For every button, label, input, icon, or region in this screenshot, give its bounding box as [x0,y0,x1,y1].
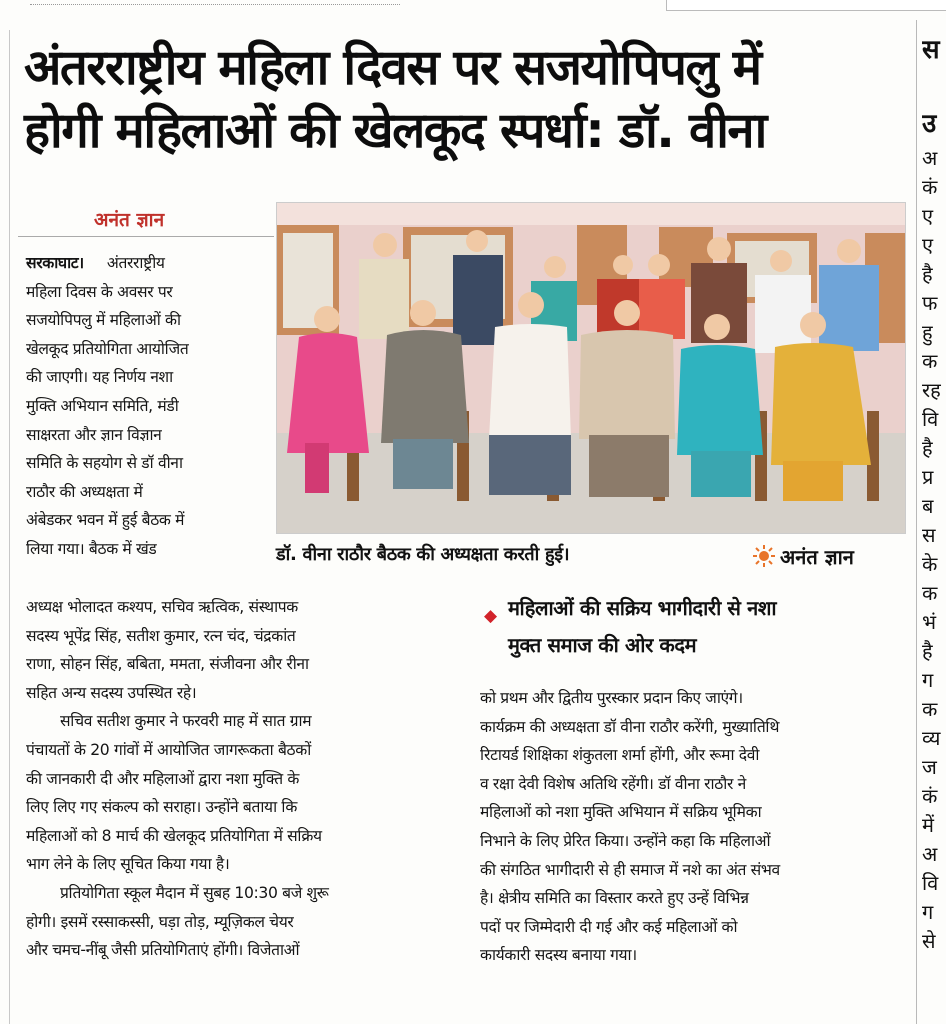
adjacent-line: हु [922,320,933,344]
article-line: लिया गया। बैठक में खंड [26,539,157,558]
article-line: को प्रथम और द्वितीय पुरस्कार प्रदान किए जाएंगे। [480,689,743,707]
article-line: रिटायर्ड शिक्षिका शंकुतला शर्मा होंगी, और रूमा देवी [480,746,760,765]
article-line-text: अंतरराष्ट्रीय [106,254,165,272]
adjacent-line: ए [922,204,934,228]
adjacent-line: ग [922,668,934,692]
article-line: महिला दिवस के अवसर पर [26,282,173,301]
publication-logo [752,540,854,572]
adjacent-line: रह [922,378,941,402]
adjacent-line: ए [922,233,934,257]
diamond-bullet-icon: ◆ [484,606,497,626]
article-line: की जानकारी दी और महिलाओं द्वारा नशा मुक्ति के [26,769,300,788]
adjacent-heading-2: उ [922,109,937,139]
article-line: निभाने के लिए प्रेरित किया। उन्होंने कहा कि महिलाओं [480,831,771,850]
right-column-rule [916,20,917,1024]
article-line: अध्यक्ष भोलादत कश्यप, सचिव ऋत्विक, संस्थापक [26,598,298,616]
sun-logo-icon [752,544,776,568]
adjacent-line: है [922,262,933,286]
article-line: पंचायतों के 20 गांवों में आयोजित जागरूकता बैठकों [26,740,311,759]
adjacent-article-fragment [922,30,946,956]
top-strip [0,0,946,14]
adjacent-lines [922,144,946,956]
article-line: सचिव सतीश कुमार ने फरवरी माह में सात ग्राम [60,712,312,731]
top-divider [30,0,400,5]
top-right-box [666,0,946,11]
photo-caption-bar [276,540,906,576]
article-line: अंबेडकर भवन में हुई बैठक में [26,511,185,530]
adjacent-line: ग [922,900,934,924]
adjacent-line: से [922,929,936,953]
adjacent-line: क [922,581,938,605]
adjacent-line: है [922,436,933,460]
article-line: मुक्ति अभियान समिति, मंडी [26,396,179,415]
article-line: प्रतियोगिता स्कूल मैदान में सुबह 10:30 बजे शुरू [60,883,329,902]
publication-logo-text: अनंत ज्ञान [780,544,854,569]
headline-line-1: अंतरराष्ट्रीय महिला दिवस पर सजयोपिपलु में [24,39,761,96]
dateline: सरकाघाट। [26,254,84,272]
article-line: राणा, सोहन सिंह, बबिता, ममता, संजीवना और रीना [26,655,309,674]
adjacent-line: फ [922,291,938,315]
article-line: साक्षरता और ज्ञान विज्ञान [26,425,162,444]
article-line: कार्यक्रम की अध्यक्षता डॉ वीना राठौर करेंगी, मुख्यातिथि [480,717,780,736]
article-line: की जाएगी। यह निर्णय नशा [26,368,173,387]
adjacent-line: कं [922,175,938,199]
article-column-narrow [26,249,272,564]
article-column-right [480,684,910,970]
adjacent-line: में [922,813,934,837]
photo-caption: डॉ. वीना राठौर बैठक की अध्यक्षता करती हुई। [276,544,570,565]
adjacent-line: ब [922,494,934,518]
subheadline [484,590,908,664]
subheadline-line-2: मुक्त समाज की ओर कदम [508,633,697,657]
article-line: राठौर की अध्यक्षता में [26,482,143,501]
adjacent-line: प्र [922,465,934,489]
adjacent-line: अ [922,146,938,170]
article-line: सजयोपिपलु में महिलाओं की [26,311,181,330]
adjacent-line: अ [922,842,938,866]
adjacent-line: ज [922,755,937,779]
headline-line-2: होगी महिलाओं की खेलकूद स्पर्धा: डॉ. वीना [24,102,766,159]
group-photo-illustration [277,203,906,534]
article-line: लिए लिए गए संकल्प को सराहा। उन्होंने बताया कि [26,798,298,817]
adjacent-line: भं [922,610,937,634]
article-line: खेलकूद प्रतियोगिता आयोजित [26,339,189,358]
left-column-rule [9,30,10,1024]
article-line: महिलाओं को 8 मार्च की खेलकूद प्रतियोगिता में सक्रिय [26,826,322,845]
adjacent-line: स [922,523,936,547]
article-line: है। क्षेत्रीय समिति का विस्तार करते हुए उन्हें विभिन्न [480,889,749,908]
agency-rule [18,236,274,237]
adjacent-line: है [922,639,933,663]
article-line: कार्यकारी सदस्य बनाया गया। [480,946,637,965]
adjacent-line: वि [922,871,939,895]
article-line: समिति के सहयोग से डॉ वीना [26,454,183,473]
article-column-wide [26,593,456,965]
article-line: भाग लेने के लिए सूचित किया गया है। [26,855,230,874]
article-line: सदस्य भूपेंद्र सिंह, सतीश कुमार, रत्न चंद, चंद्रकांत [26,626,296,645]
adjacent-heading-1: स [922,35,940,65]
article-line: और चमच-नींबू जैसी प्रतियोगिताएं होंगी। विजेताओं [26,941,300,960]
adjacent-line: के [922,552,938,576]
article-line: सहित अन्य सदस्य उपस्थित रहे। [26,683,197,702]
adjacent-line: क [922,349,938,373]
adjacent-line: क [922,697,938,721]
article-line: की संगठित भागीदारी से ही समाज में नशे का अंत संभव [480,860,780,879]
agency-tag: अनंत ज्ञान [94,209,165,231]
subheadline-line-1: महिलाओं की सक्रिय भागीदारी से नशा [508,596,777,620]
article-line: व रक्षा देवी विशेष अतिथि रहेंगी। डॉ वीना राठौर ने [480,774,746,793]
article-line: होगी। इसमें रस्साकस्सी, घड़ा तोड़, म्यूज़िकल चेयर [26,912,294,931]
adjacent-line: कं [922,784,938,808]
adjacent-line: व्य [922,726,941,750]
news-photo [276,202,906,534]
article-line: पदों पर जिम्मेदारी दी गई और कई महिलाओं को [480,917,738,936]
headline [24,36,904,162]
article-line [26,249,272,278]
adjacent-line: वि [922,407,939,431]
article-line: महिलाओं को नशा मुक्ति अभियान में सक्रिय भूमिका [480,803,762,822]
